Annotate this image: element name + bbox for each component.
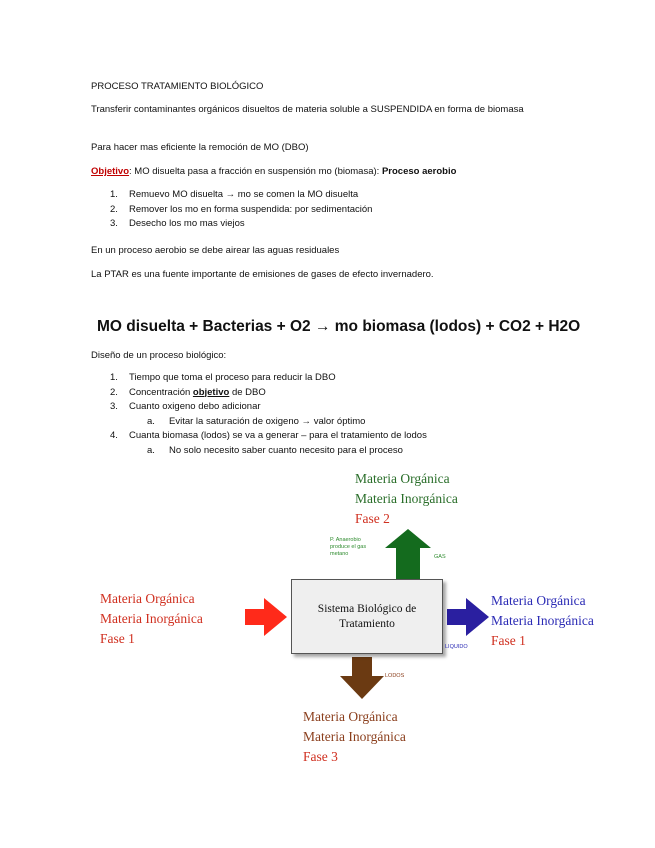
biological-system-box: Sistema Biológico de Tratamiento — [291, 579, 443, 654]
bottom-label-organic: Materia Orgánica — [303, 709, 398, 724]
list-item: 1. Tiempo que toma el proceso para reducir la DBO — [110, 372, 336, 383]
gas-arrow — [385, 529, 431, 579]
gas-label: GAS — [434, 554, 446, 560]
list-item: 2. Remover los mo en forma suspendida: por sedimentación — [110, 203, 373, 215]
right-label-phase: Fase 1 — [491, 633, 526, 648]
top-label-inorganic: Materia Inorgánica — [355, 491, 458, 506]
ptar-line: La PTAR es una fuente importante de emisiones de gases de efecto invernadero. — [91, 269, 434, 280]
bottom-label-inorganic: Materia Inorgánica — [303, 729, 406, 744]
right-label-organic: Materia Orgánica — [491, 593, 586, 608]
list-item: 3. Cuanto oxigeno debo adicionar — [110, 401, 261, 412]
list-item: a. Evitar la saturación de oxigeno → valor óptimo — [147, 415, 366, 427]
sludge-arrow — [340, 657, 384, 699]
left-label-organic: Materia Orgánica — [100, 591, 195, 606]
sludge-label: LODOS — [385, 673, 405, 679]
right-label-inorganic: Materia Inorgánica — [491, 613, 594, 628]
bottom-label-phase: Fase 3 — [303, 749, 338, 764]
objective-line — [91, 165, 456, 178]
liquid-label: LIQUIDO — [445, 644, 468, 650]
left-label-inorganic: Materia Inorgánica — [100, 611, 203, 626]
aeration-line: En un proceso aerobio se debe airear las aguas residuales — [91, 245, 340, 256]
objective-label: Objetivo — [91, 166, 130, 177]
top-label-organic: Materia Orgánica — [355, 471, 450, 486]
design-title: Diseño de un proceso biológico: — [91, 350, 227, 361]
top-label-phase: Fase 2 — [355, 511, 390, 526]
design-list — [110, 371, 427, 458]
treatment-diagram — [88, 462, 628, 772]
objective-bold: Proceso aerobio — [381, 166, 457, 177]
intro-paragraph: Transferir contaminantes orgánicos disueltos de materia soluble a SUSPENDIDA en forma de biomasa — [91, 104, 524, 115]
list-item: 3. Desecho los mo mas viejos — [110, 218, 245, 229]
reaction-equation: MO disuelta + Bacterias + O2 → mo biomasa (lodos) + CO2 + H2O — [97, 318, 581, 335]
steps-list — [110, 188, 373, 232]
objective-text: : MO disuelta pasa a fracción en suspensión mo (biomasa): — [129, 166, 382, 177]
anaerobic-note: P. Anaerobio produce el gas metano — [330, 537, 367, 557]
list-item: 1. Remuevo MO disuelta → mo se comen la MO disuelta — [110, 189, 359, 200]
page-heading: PROCESO TRATAMIENTO BIOLÓGICO — [91, 81, 264, 92]
list-item: 2. Concentración objetivo de DBO — [110, 386, 266, 398]
left-label-phase: Fase 1 — [100, 631, 135, 646]
input-arrow — [245, 598, 287, 636]
list-item: 4. Cuanta biomasa (lodos) se va a generar – para el tratamiento de lodos — [110, 430, 427, 441]
list-item: a. No solo necesito saber cuanto necesito para el proceso — [147, 444, 403, 456]
liquid-arrow — [447, 598, 489, 636]
efficiency-line: Para hacer mas eficiente la remoción de MO (DBO) — [91, 142, 309, 153]
